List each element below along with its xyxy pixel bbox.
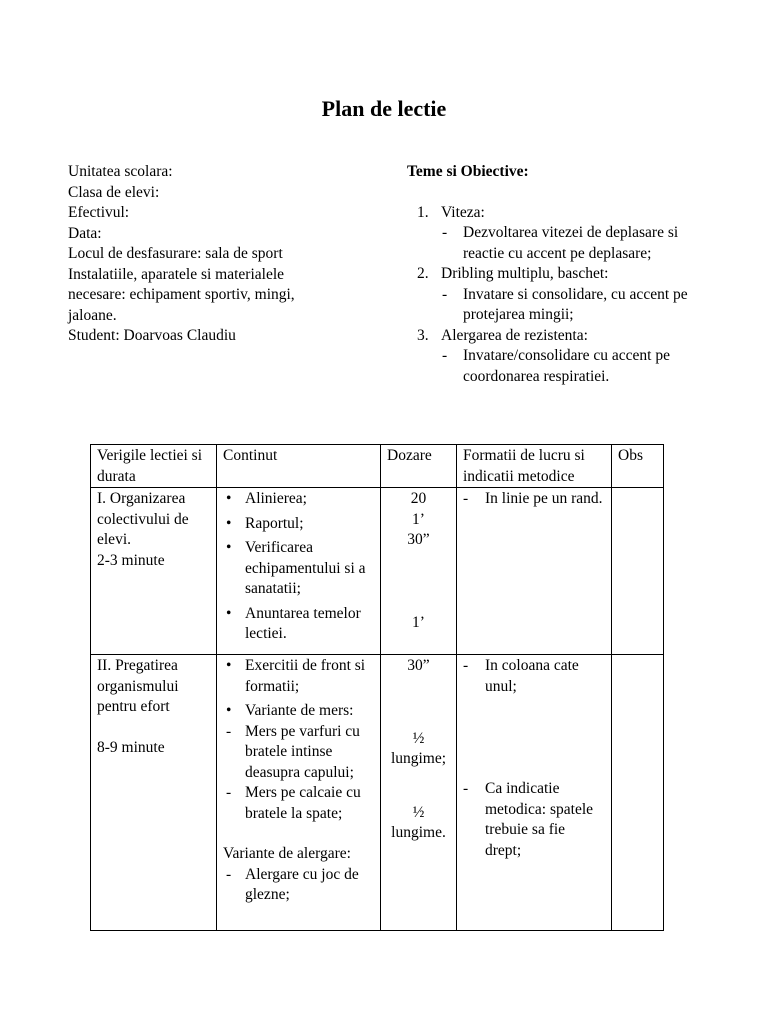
info-line: jaloane. <box>68 306 117 324</box>
obs-cell <box>612 488 664 655</box>
dozare-value: ½ <box>412 803 425 821</box>
dozare-value: lungime; <box>390 750 447 767</box>
dash-marker: - <box>226 865 232 883</box>
dash-marker: - <box>442 347 448 364</box>
formatii-text: Ca indicatie metodica: spatele trebuie sa fie drept; <box>485 780 594 859</box>
objective-detail-line: Invatare/consolidare cu accent pe <box>463 347 670 364</box>
list-item: • Raportul; <box>223 514 374 535</box>
formatii-cell <box>457 488 612 655</box>
info-line: Unitatea scolara: <box>68 163 173 180</box>
info-line: necesare: echipament sportiv, mingi, <box>68 286 295 303</box>
list-item: - Alergare cu joc de glezne; <box>226 865 359 903</box>
formatii-text: In linie pe un rand. <box>485 490 603 507</box>
dash-marker: - <box>442 224 448 241</box>
objective-item <box>407 203 737 224</box>
verigi-cell <box>91 655 217 931</box>
dozare-cell <box>381 488 457 655</box>
objective-item <box>407 264 737 285</box>
objective-detail <box>407 285 737 326</box>
verigi-text: II. Pregatirea organismului pentru efort <box>97 657 179 715</box>
obs-cell <box>612 655 664 931</box>
list-item: • Anuntarea temelor lectiei. <box>226 604 361 642</box>
verigi-cell <box>91 488 217 655</box>
formatii-text: In coloana cate unul; <box>485 657 579 695</box>
bullet-icon: • <box>226 539 232 556</box>
objective-detail <box>407 223 737 264</box>
bullet-icon: • <box>226 657 232 674</box>
objective-detail <box>407 346 737 387</box>
header-cell: Obs <box>612 445 664 488</box>
list-item: • Variante de mers: <box>223 701 374 722</box>
dozare-value: 30” <box>407 531 430 548</box>
list-item: • Alinierea; <box>223 489 374 510</box>
list-item: - Mers pe varfuri cu bratele intinse deasupra capului; <box>226 722 360 781</box>
page-title: Plan de lectie <box>321 96 447 121</box>
objective-label: Alergarea de rezistenta: <box>441 326 588 344</box>
objective-number: 1. <box>417 203 429 221</box>
duration-text: 8-9 minute <box>97 738 165 756</box>
bullet-icon: • <box>226 604 232 622</box>
formatii-cell <box>457 655 612 931</box>
objectives-heading: Teme si Obiective: <box>407 163 529 180</box>
info-line: Instalatiile, aparatele si materialele <box>68 265 285 283</box>
list-item: • Verificarea echipamentului si a sanatatii; <box>226 539 366 597</box>
lesson-plan-table <box>90 444 664 931</box>
dozare-value: 1’ <box>412 613 425 631</box>
header-cell: Verigile lectiei si durata <box>91 445 217 488</box>
header-cell: Dozare <box>381 445 457 488</box>
dozare-cell <box>381 655 457 931</box>
header-cell: Formatii de lucru si indicatii metodice <box>457 445 612 488</box>
dozare-value: 30” <box>407 657 430 674</box>
objective-detail-line: Invatare si consolidare, cu accent pe <box>463 285 688 303</box>
objective-detail-line: Dezvoltarea vitezei de deplasare si <box>463 224 679 241</box>
dash-marker: - <box>463 780 469 797</box>
dozare-value: 20 <box>410 490 427 507</box>
dash-marker: - <box>463 657 469 674</box>
dash-marker: - <box>463 490 469 507</box>
dash-marker: - <box>226 784 232 801</box>
list-item: • Exercitii de front si formatii; <box>226 657 366 695</box>
continut-cell <box>217 488 381 655</box>
dozare-value: 1’ <box>412 510 425 528</box>
verigi-text: I. Organizarea colectivului de elevi. <box>97 490 189 548</box>
bullet-icon: • <box>226 702 232 719</box>
continut-cell <box>217 655 381 931</box>
objective-item <box>407 326 737 347</box>
dash-marker: - <box>226 722 232 740</box>
bullet-icon: • <box>226 514 232 532</box>
objective-label: Viteza: <box>441 203 485 221</box>
table-row <box>91 488 664 655</box>
info-line: Efectivul: <box>68 204 130 221</box>
lesson-info <box>68 162 368 347</box>
info-line: Student: Doarvoas Claudiu <box>68 327 236 344</box>
table-header-row <box>91 445 664 488</box>
continut-subheading: Variante de alergare: <box>223 845 351 862</box>
dash-marker: - <box>442 285 448 303</box>
info-line: Locul de desfasurare: sala de sport <box>68 245 283 262</box>
objective-number: 2. <box>417 265 429 282</box>
dozare-value: ½ <box>412 729 425 747</box>
info-line: Clasa de elevi: <box>68 183 160 201</box>
objective-label: Dribling multiplu, baschet: <box>441 265 609 282</box>
objective-detail-line: coordonarea respiratiei. <box>463 367 610 385</box>
duration-text: 2-3 minute <box>97 551 165 569</box>
dozare-value: lungime. <box>391 824 446 841</box>
header-cell: Continut <box>217 445 381 488</box>
info-line: Data: <box>68 224 102 242</box>
table-row <box>91 655 664 931</box>
list-item: - Mers pe calcaie cu bratele la spate; <box>226 784 361 822</box>
objective-detail-line: protejarea mingii; <box>463 306 574 323</box>
objective-number: 3. <box>417 326 429 344</box>
objective-detail-line: reactie cu accent pe deplasare; <box>463 244 652 262</box>
objectives <box>407 162 737 387</box>
bullet-icon: • <box>226 490 232 507</box>
